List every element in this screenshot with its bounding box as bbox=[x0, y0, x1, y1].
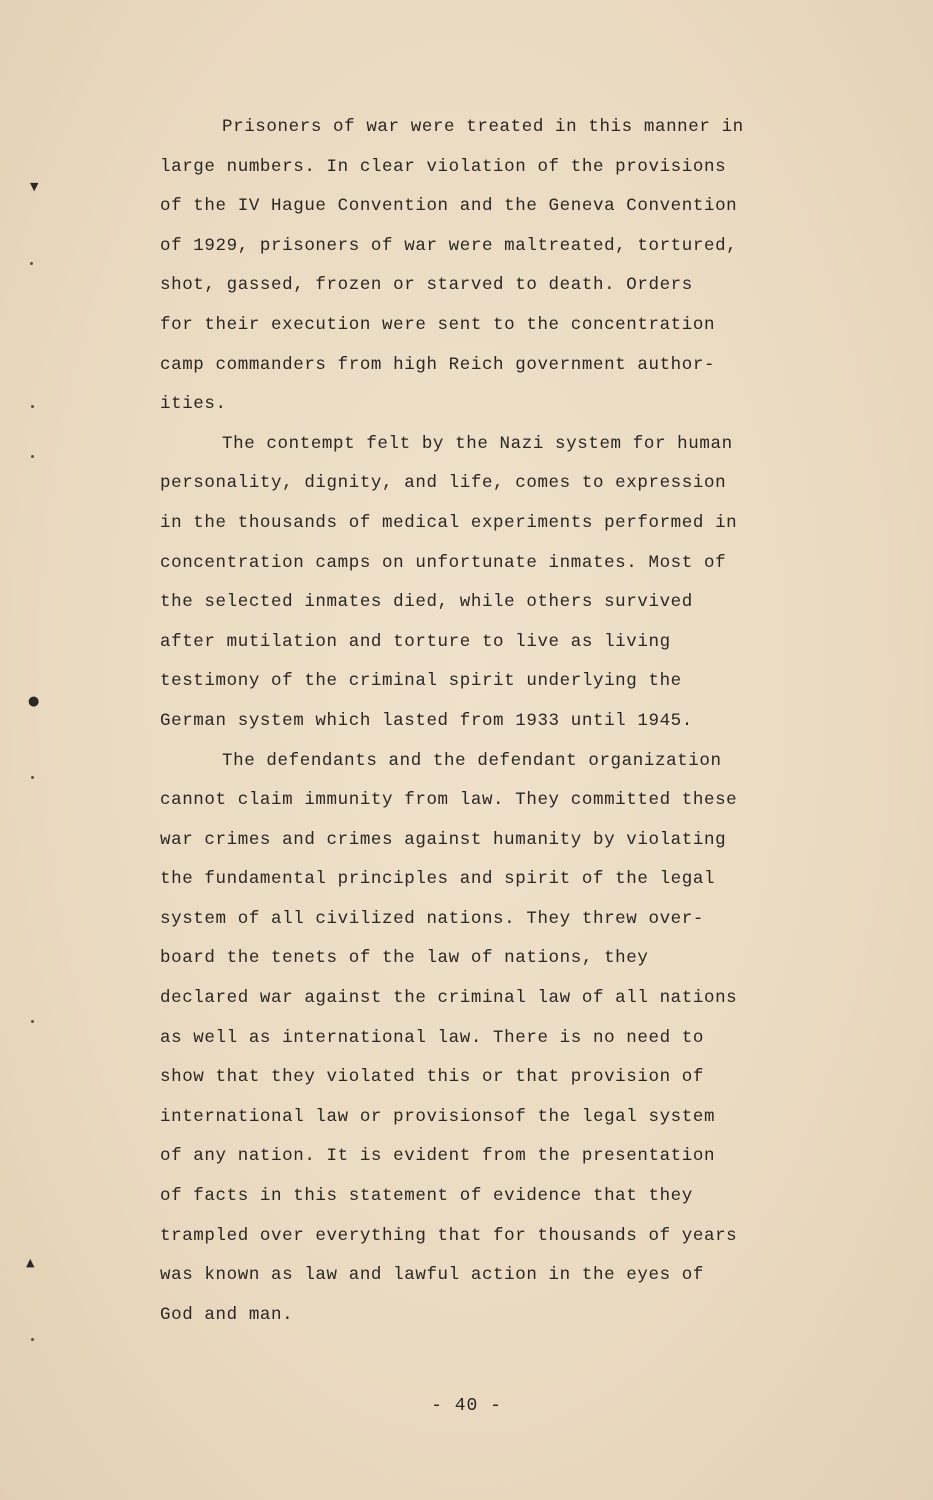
text-line: Prisoners of war were treated in this manner in bbox=[222, 117, 744, 137]
margin-dot-icon bbox=[31, 405, 34, 408]
text-line: of 1929, prisoners of war were maltreated, tortured, bbox=[160, 235, 738, 256]
margin-dot-icon bbox=[31, 776, 34, 779]
page-number: - 40 - bbox=[431, 1396, 502, 1416]
margin-dot-icon bbox=[30, 262, 33, 265]
text-line: shot, gassed, frozen or starved to death. Orders bbox=[160, 275, 693, 296]
margin-mark-icon: ● bbox=[28, 694, 40, 709]
margin-dot-icon bbox=[31, 455, 34, 458]
text-line: of facts in this statement of evidence that they bbox=[160, 1186, 693, 1207]
margin-dot-icon bbox=[31, 1338, 34, 1341]
text-line: cannot claim immunity from law. They committed these bbox=[160, 790, 738, 811]
text-line: war crimes and crimes against humanity by violating bbox=[160, 829, 727, 850]
text-line: the fundamental principles and spirit of the legal bbox=[160, 869, 716, 890]
text-line: camp commanders from high Reich government author- bbox=[160, 354, 716, 375]
text-line: of the IV Hague Convention and the Geneva Convention bbox=[160, 196, 738, 217]
text-line: ities. bbox=[160, 394, 227, 415]
text-line: show that they violated this or that provision of bbox=[160, 1067, 704, 1088]
body-text bbox=[160, 108, 780, 1335]
text-line: trampled over everything that for thousands of years bbox=[160, 1225, 738, 1246]
text-line: The contempt felt by the Nazi system for human bbox=[222, 433, 733, 454]
text-line: international law or provisionsof the legal system bbox=[160, 1106, 716, 1127]
margin-mark-icon: ▼ bbox=[30, 180, 39, 193]
text-line: after mutilation and torture to live as living bbox=[160, 631, 671, 652]
text-line: testimony of the criminal spirit underlying the bbox=[160, 671, 682, 692]
text-line: was known as law and lawful action in the eyes of bbox=[160, 1265, 704, 1286]
text-line: The defendants and the defendant organization bbox=[222, 750, 722, 771]
text-line: of any nation. It is evident from the presentation bbox=[160, 1146, 716, 1167]
margin-dot-icon bbox=[31, 1020, 34, 1023]
text-line: God and man. bbox=[160, 1304, 294, 1325]
text-line: German system which lasted from 1933 until 1945. bbox=[160, 710, 693, 731]
text-line: board the tenets of the law of nations, they bbox=[160, 948, 649, 969]
text-line: as well as international law. There is no need to bbox=[160, 1027, 704, 1048]
text-line: concentration camps on unfortunate inmates. Most of bbox=[160, 552, 727, 573]
text-line: personality, dignity, and life, comes to expression bbox=[160, 473, 727, 494]
text-line: the selected inmates died, while others survived bbox=[160, 592, 693, 613]
margin-mark-icon: ▲ bbox=[26, 1256, 35, 1269]
text-line: for their execution were sent to the concentration bbox=[160, 314, 716, 335]
text-line: large numbers. In clear violation of the provisions bbox=[160, 156, 727, 177]
text-line: in the thousands of medical experiments performed in bbox=[160, 512, 738, 533]
text-line: system of all civilized nations. They threw over- bbox=[160, 908, 704, 929]
text-line: declared war against the criminal law of all nations bbox=[160, 988, 738, 1009]
